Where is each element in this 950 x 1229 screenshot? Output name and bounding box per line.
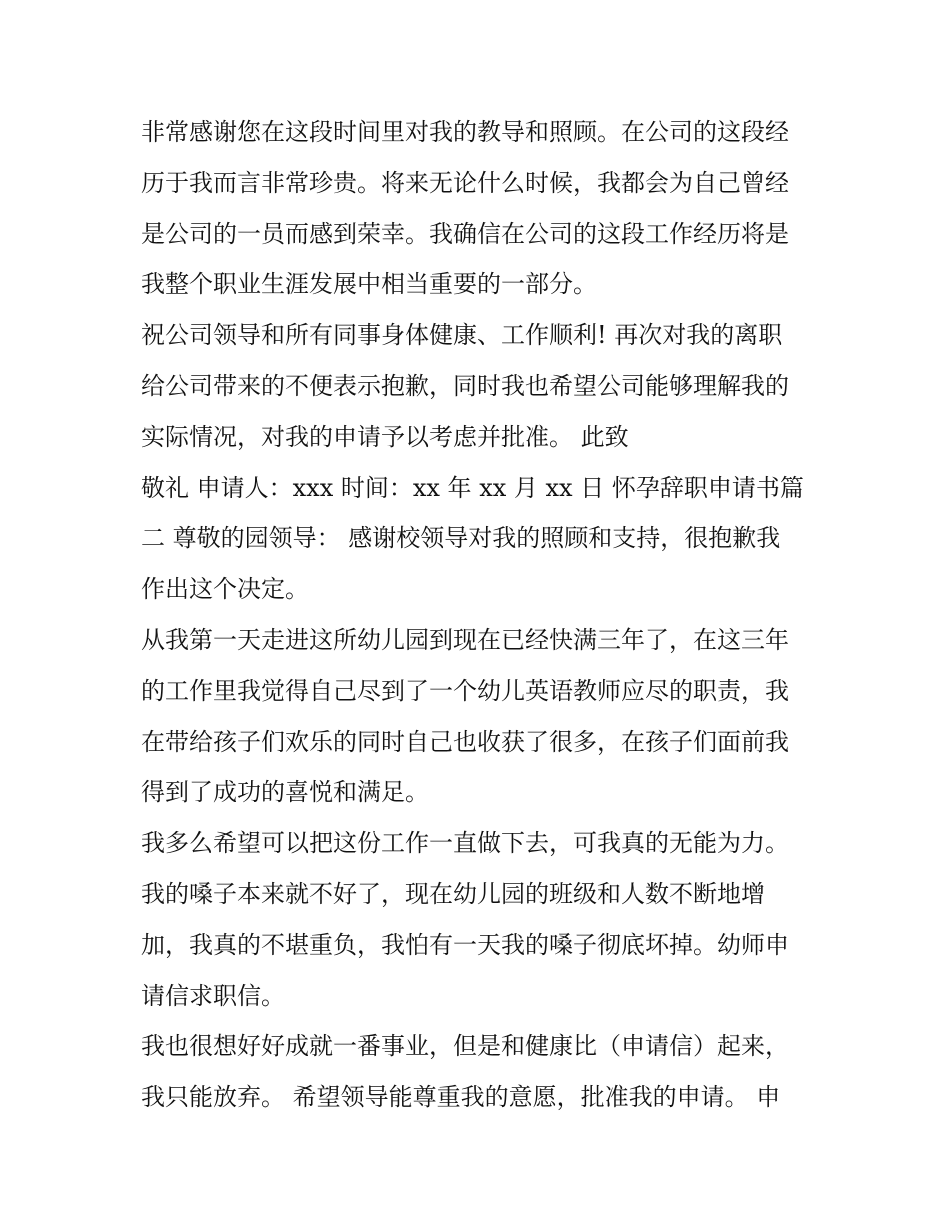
text-line: 我也很想好好成就一番事业，但是和健康比（申请信）起来， [141,1032,789,1061]
text-line: 敬礼 申请人：xxx 时间：xx 年 xx 月 xx 日 怀孕辞职申请书篇 [141,473,804,502]
text-line: 给公司带来的不便表示抱歉，同时我也希望公司能够理解我的 [141,371,789,400]
text-line: 我只能放弃。 希望领导能尊重我的意愿，批准我的申请。 申 [141,1083,781,1112]
text-line: 祝公司领导和所有同事身体健康、工作顺利! 再次对我的离职 [141,321,783,350]
text-line: 从我第一天走进这所幼儿园到现在已经快满三年了，在这三年 [141,625,789,654]
text-line: 加，我真的不堪重负，我怕有一天我的嗓子彻底坏掉。幼师申 [141,930,789,959]
text-line: 实际情况，对我的申请予以考虑并批准。 此致 [141,422,629,451]
text-line: 我的嗓子本来就不好了，现在幼儿园的班级和人数不断地增 [141,879,765,908]
text-line: 作出这个决定。 [141,575,309,604]
text-line: 的工作里我觉得自己尽到了一个幼儿英语教师应尽的职责，我 [141,676,789,705]
text-line: 是公司的一员而感到荣幸。我确信在公司的这段工作经历将是 [141,219,789,248]
text-line: 非常感谢您在这段时间里对我的教导和照顾。在公司的这段经 [141,118,789,146]
text-line: 历于我而言非常珍贵。将来无论什么时候，我都会为自己曾经 [141,168,789,197]
text-line: 二 尊敬的园领导： 感谢校领导对我的照顾和支持，很抱歉我 [141,524,781,553]
text-line: 请信求职信。 [141,981,285,1010]
text-line: 在带给孩子们欢乐的同时自己也收获了很多，在孩子们面前我 [141,727,789,756]
text-line: 我整个职业生涯发展中相当重要的一部分。 [141,270,597,299]
text-line: 得到了成功的喜悦和满足。 [141,778,429,807]
text-line: 我多么希望可以把这份工作一直做下去，可我真的无能为力。 [141,829,789,858]
document-body [141,107,813,1123]
